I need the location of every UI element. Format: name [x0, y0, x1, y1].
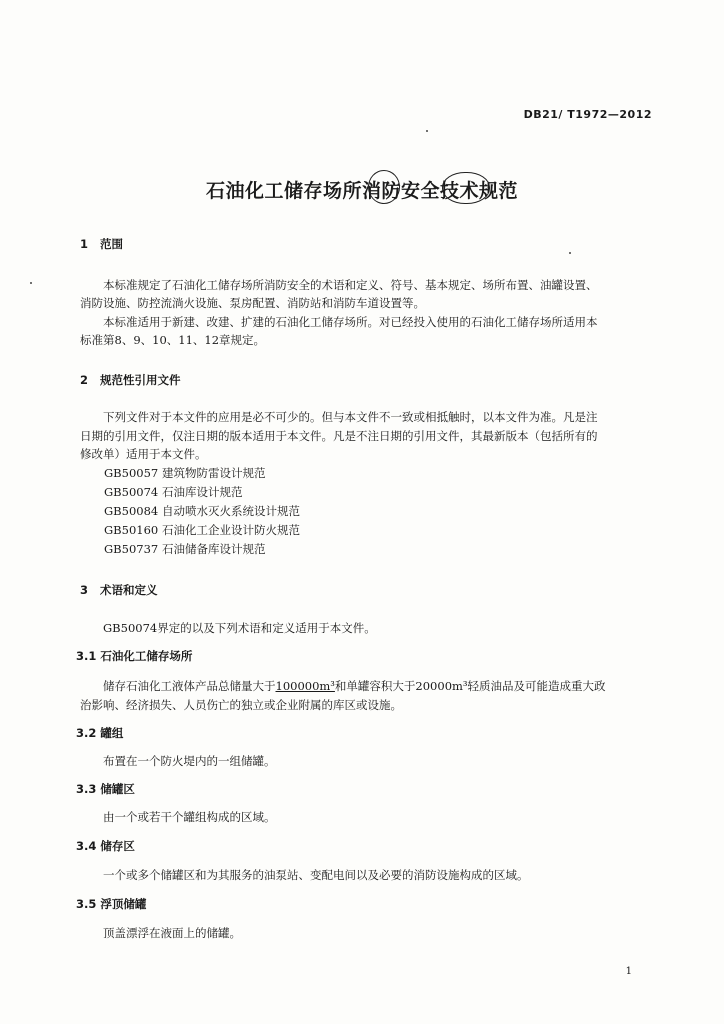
term-heading-3-5: 3.5 浮顶储罐 — [76, 897, 147, 911]
paragraph-line: 修改单）适用于本文件。 — [80, 447, 207, 461]
list-item: GB50160 石油化工企业设计防火规范 — [104, 523, 300, 537]
paragraph-line: 下列文件对于本文件的应用是必不可少的。但与本文件不一致或相抵触时，以本文件为准。凡是注 — [103, 410, 598, 424]
list-item: GB50737 石油储备库设计规范 — [104, 542, 266, 556]
scan-speck — [30, 282, 32, 284]
standard-code: DB21/ T1972—2012 — [523, 108, 652, 121]
paragraph-line: 顶盖漂浮在液面上的储罐。 — [103, 926, 241, 940]
paragraph-line: 由一个或若干个罐组构成的区域。 — [103, 810, 276, 824]
section-heading-terms-definitions: 3 术语和定义 — [80, 583, 158, 597]
term-heading-3-1: 3.1 石油化工储存场所 — [76, 649, 193, 663]
scan-speck — [569, 252, 571, 254]
paragraph-line: 治影响、经济损失、人员伤亡的独立或企业附属的库区或设施。 — [80, 698, 402, 712]
document-title: 石油化工储存场所消防安全技术规范 — [205, 180, 518, 202]
underlined-capacity: 100000m³ — [275, 679, 335, 693]
handwritten-circle-mark — [442, 172, 490, 204]
list-item: GB50057 建筑物防雷设计规范 — [104, 466, 266, 480]
paragraph-line: 储存石油化工液体产品总储量大于100000m³和单罐容积大于20000m³轻质油品及可能造成重大政 — [103, 679, 606, 693]
section-heading-scope: 1 范围 — [80, 237, 123, 251]
term-heading-3-3: 3.3 储罐区 — [76, 782, 135, 796]
paragraph-line: 标准第8、9、10、11、12章规定。 — [80, 333, 266, 347]
paragraph-line: 布置在一个防火堤内的一组储罐。 — [103, 754, 276, 768]
paragraph-line: 本标准规定了石油化工储存场所消防安全的术语和定义、符号、基本规定、场所布置、油罐设置、 — [103, 278, 598, 292]
paragraph-line: 一个或多个储罐区和为其服务的油泵站、变配电间以及必要的消防设施构成的区域。 — [103, 868, 529, 882]
list-item: GB50074 石油库设计规范 — [104, 485, 243, 499]
list-item: GB50084 自动喷水灭火系统设计规范 — [104, 504, 300, 518]
scan-speck — [426, 130, 428, 132]
paragraph-line: GB50074界定的以及下列术语和定义适用于本文件。 — [103, 621, 376, 635]
section-heading-normative-references: 2 规范性引用文件 — [80, 373, 181, 387]
paragraph-line: 日期的引用文件，仅注日期的版本适用于本文件。凡是不注日期的引用文件，其最新版本（包括所有的 — [80, 429, 598, 443]
handwritten-circle-mark — [368, 170, 400, 204]
term-heading-3-4: 3.4 储存区 — [76, 839, 135, 853]
paragraph-line: 本标准适用于新建、改建、扩建的石油化工储存场所。对已经投入使用的石油化工储存场所适用本 — [103, 315, 598, 329]
term-heading-3-2: 3.2 罐组 — [76, 726, 124, 740]
reference-list — [104, 464, 300, 559]
page-number: 1 — [625, 966, 632, 977]
paragraph-line: 消防设施、防控流淌火设施、泵房配置、消防站和消防车道设置等。 — [80, 296, 425, 310]
